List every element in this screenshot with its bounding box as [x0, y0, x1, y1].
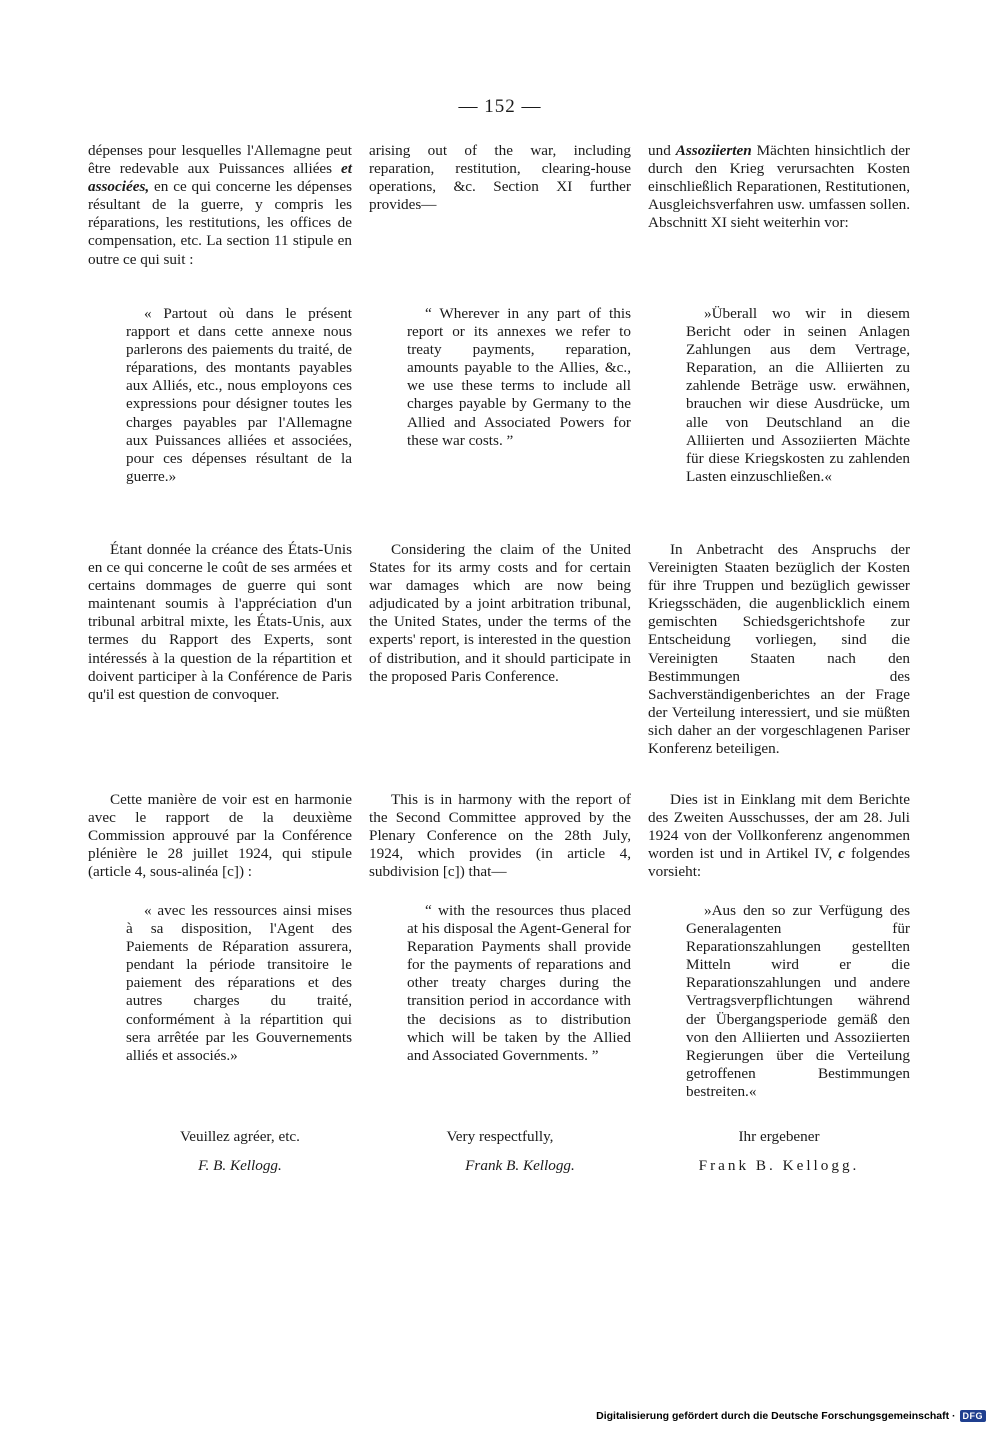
english-quote-2: “ with the resources thus placed at his disposal the Agent-General for Reparation Payments shall provide for the payments of reparations and other treaty charges during the transition period in accordance with the decisions as to distribution which will be taken by the Allied and Associated Governments. ” [407, 902, 631, 1064]
english-quote-1: “ Wherever in any part of this report or its annexes we refer to treaty payments, reparation, amounts payable to the Allies, &c., we use these terms to include all charges payable by Germany to the Allied and Associated Powers for these war costs. ” [407, 305, 631, 449]
german-emphasis-c: c [838, 845, 845, 863]
french-quote-2: « avec les ressources ainsi mises à sa disposition, l'Agent des Paiements de Réparation assurera, pendant la période transitoire le paiement des réparations et des autres charges du traité, conformément à la répartition qui sera arrêtée par les Gouvernements alliés et associés.» [126, 902, 352, 1064]
french-quote-1: « Partout où dans le présent rapport et dans cette annexe nous parlerons des paiements du traité, de réparations, des montants payables aux Alliés, etc., nous employons ces expressions pour désigner toutes les charges payables par l'Allemagne aux Puissances alliées et associées, pour ces dépenses résultant de la guerre.» [126, 305, 352, 485]
french-signature: F. B. Kellogg. [198, 1157, 282, 1174]
footer-credit: Digitalisierung gefördert durch die Deutsche Forschungsgemeinschaft · [596, 1410, 956, 1422]
german-paragraph-3-text: Dies ist in Einklang mit dem Berichte des Zweiten Ausschusses, der am 28. Juli 1924 von der Vollkonferenz angenommen worden ist und in Artikel IV, [648, 791, 910, 863]
french-paragraph-2: Étant donnée la créance des États-Unis en ce qui concerne le coût de ses armées et certains dommages de guerre qui sont maintenant soumis à l'appréciation d'un tribunal arbitral mixte, les États-Unis, aux termes du Rapport des Experts, sont intéressés à la question de la répartition et doivent participer à la Conférence de Paris qu'il est question de convoquer. [88, 541, 352, 703]
german-paragraph-1-text-cont: Mächten hinsichtlich der durch den Krieg verursachten Kosten einschließlich Reparationen, Restitutionen, Ausgleichsverfahren usw. umfassen sollen. Abschnitt XI sieht weiterhin vor: [648, 142, 910, 232]
english-paragraph-2: Considering the claim of the United States for its army costs and for certain war damages which are now being adjudicated by a joint arbitration tribunal, the United States, under the terms of the experts' report, is interested in the question of distribution, and it should participate in the proposed Paris Conference. [369, 541, 631, 685]
german-paragraph-3-text-cont: folgendes vorsieht: [648, 845, 910, 881]
german-signature: Frank B. Kellogg. [698, 1157, 860, 1174]
english-paragraph-3: This is in harmony with the report of the Second Committee approved by the Plenary Conference on the 28th July, 1924, which provides (in article 4, subdivision [c]) that— [369, 791, 631, 881]
german-paragraph-1-text: und [648, 142, 676, 159]
french-paragraph-1-text-cont: en ce qui concerne les dépenses résultant de la guerre, y compris les réparations, les restitutions, les offices de compensation, etc. La section 11 stipule en outre ce qui suit : [88, 178, 352, 268]
dfg-logo-icon: DFG [960, 1410, 987, 1422]
page-number: — 152 — [458, 96, 542, 117]
german-paragraph-1 [648, 142, 910, 232]
french-paragraph-3: Cette manière de voir est en harmonie avec le rapport de la deuxième Commission approuvé par la Conférence plénière le 28 juillet 1924, qui stipule (article 4, sous-alinéa [c]) : [88, 791, 352, 881]
french-paragraph-1-text: dépenses pour lesquelles l'Allemagne peut être redevable aux Puissances alliées [88, 142, 352, 178]
english-closing: Very respectfully, [446, 1128, 554, 1145]
french-paragraph-1 [88, 142, 352, 269]
english-signature: Frank B. Kellogg. [465, 1157, 575, 1174]
german-quote-1: »Überall wo wir in diesem Bericht oder in seinen Anlagen Zahlungen aus dem Vertrage, Reparation, an die Alliierten zu zahlende Beträge usw. erwähnen, brauchen wir diese Ausdrücke, um alle von Deutschland an die Alliierten und Assoziierten Mächte für diese Kriegskosten zu zahlenden Lasten einzuschließen.« [686, 305, 910, 485]
german-emphasis: Assoziierten [675, 142, 752, 159]
german-paragraph-3 [648, 791, 910, 881]
french-closing: Veuillez agréer, etc. [180, 1128, 300, 1145]
german-closing: Ihr ergebener [738, 1128, 820, 1145]
footer [596, 1410, 986, 1422]
german-paragraph-2: In Anbetracht des Anspruchs der Vereinigten Staaten bezüglich der Kosten für ihre Truppen und bezüglich gewisser Kriegsschäden, die augenblicklich einem gemischten Schiedsgerichtshofe zur Entscheidung vorliegen, sind die Vereinigten Staaten nach den Bestimmungen des Sachverständigenberichtes an der Frage der Verteilung interessiert, und sie müßten sich daher an der vorgeschlagenen Pariser Konferenz beteiligen. [648, 541, 910, 758]
english-paragraph-1: arising out of the war, including reparation, restitution, clearing-house operations, &c. Section XI further provides— [369, 142, 631, 214]
german-quote-2: »Aus den so zur Verfügung des Generalagenten für Reparationszahlungen gestellten Mitteln wird er die Reparationszahlungen und andere Vertragsverpflichtungen während der Übergangsperiode gemäß den von den Alliierten und Assoziierten Regierungen über die Verteilung getroffenen Bestimmungen bestreiten.« [686, 902, 910, 1100]
french-emphasis: et associées, [88, 160, 352, 196]
